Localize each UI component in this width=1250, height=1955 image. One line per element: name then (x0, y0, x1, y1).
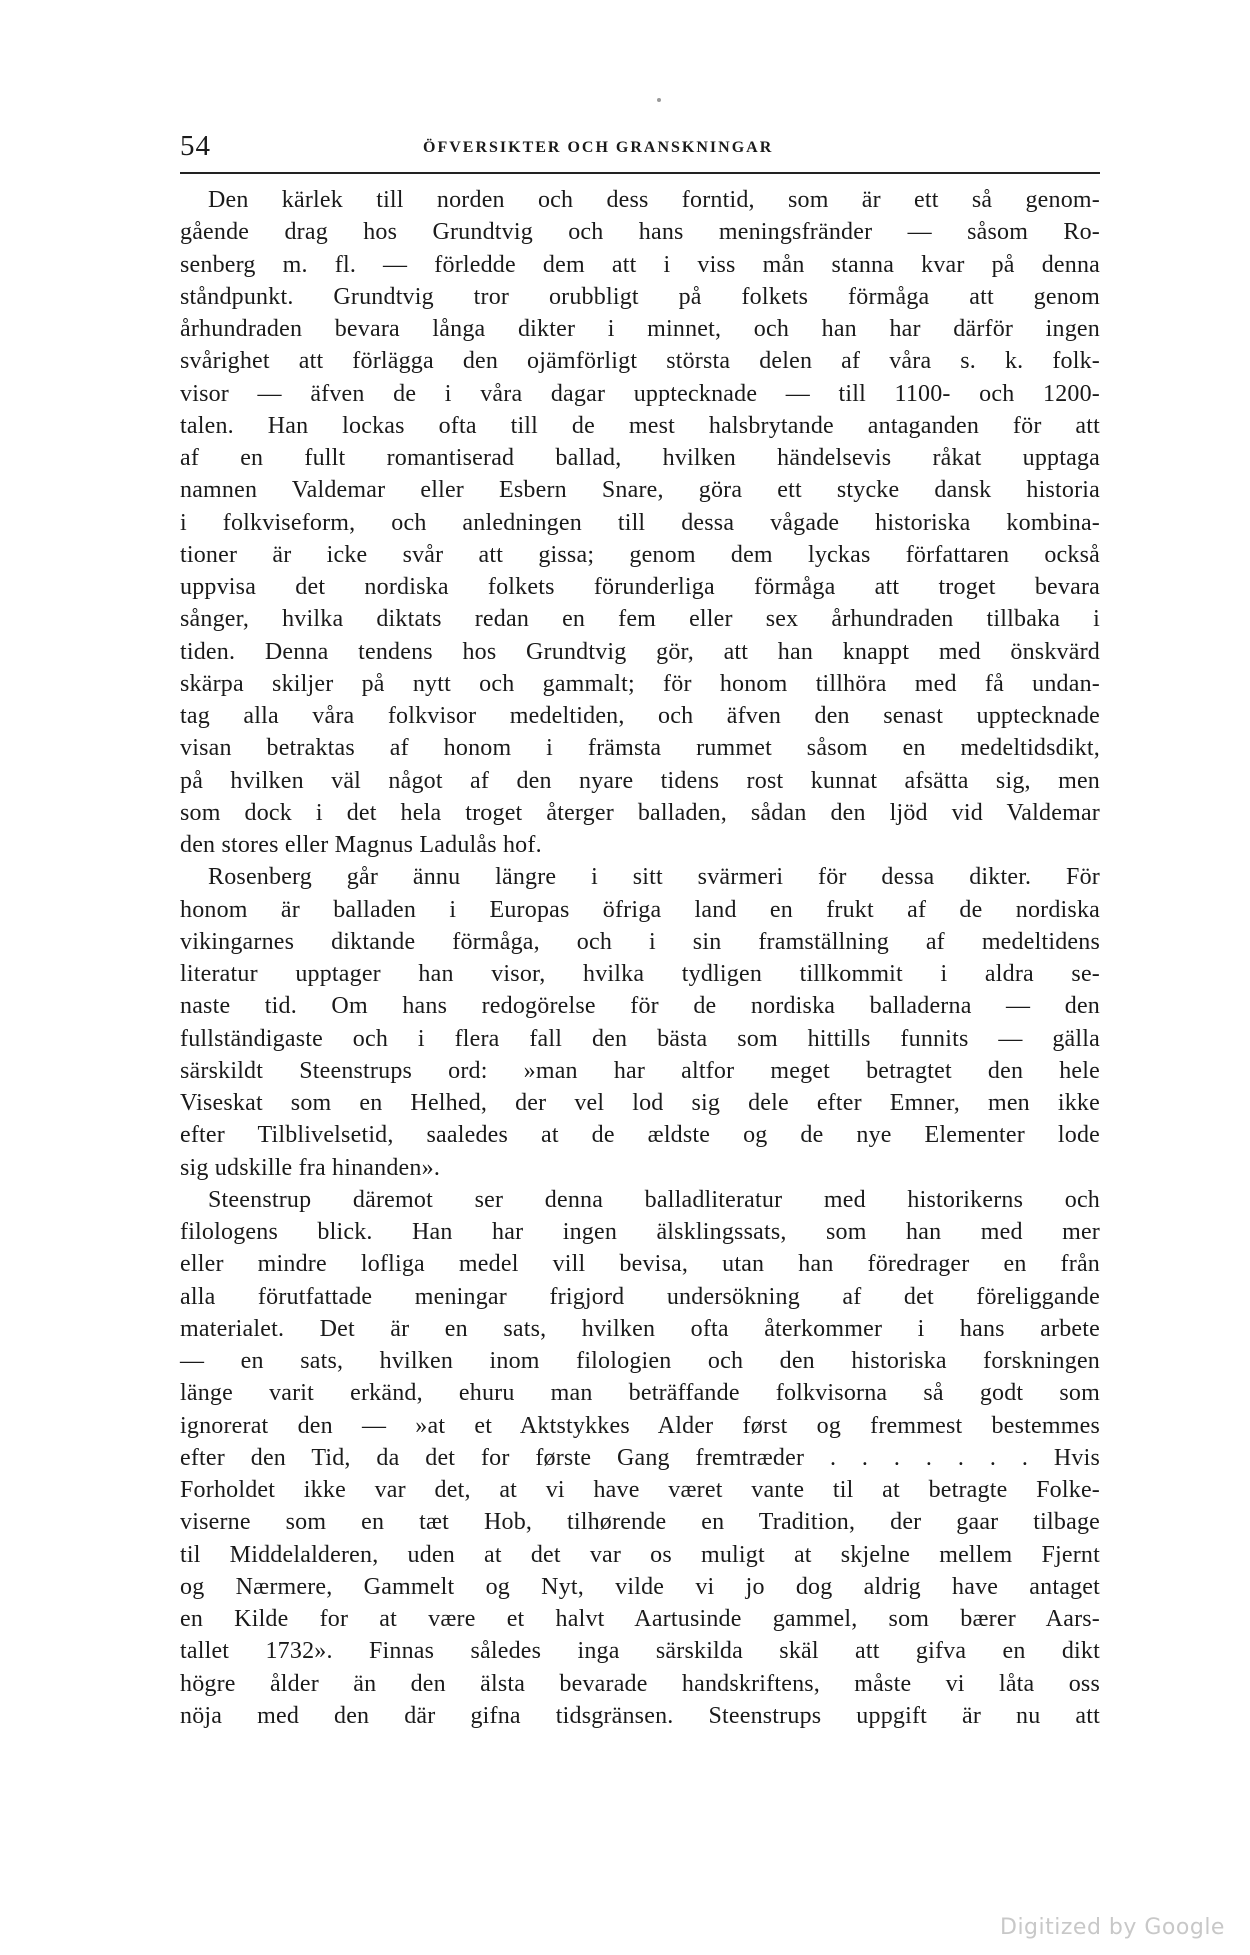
text-line: i folkviseform, och anledningen till dessa vågade historiska kombina- (180, 509, 1100, 536)
text-line: nöja med den där gifna tidsgränsen. Steenstrups uppgift är nu att (180, 1702, 1100, 1729)
text-line: tioner är icke svår att gissa; genom dem lyckas författaren också (180, 541, 1100, 568)
text-line: eller mindre lofliga medel vill bevisa, utan han föredrager en från (180, 1251, 1100, 1278)
text-line: filologens blick. Han har ingen älsklingssats, som han med mer (180, 1219, 1100, 1245)
text-line: materialet. Det är en sats, hvilken ofta återkommer i hans arbete (180, 1315, 1100, 1342)
text-line: Viseskat som en Helhed, der vel lod sig dele efter Emner, men ikke (180, 1090, 1100, 1116)
text-line: Steenstrup däremot ser denna balladliteratur med historikerns och (208, 1186, 1100, 1213)
text-line: Rosenberg går ännu längre i sitt svärmeri för dessa dikter. För (208, 864, 1100, 891)
text-line: sånger, hvilka diktats redan en fem eller sex århundraden tillbaka i (180, 606, 1100, 633)
text-line: — en sats, hvilken inom filologien och den historiska forskningen (180, 1348, 1100, 1374)
text-line: og Nærmere, Gammelt og Nyt, vilde vi jo dog aldrig have antaget (180, 1573, 1100, 1600)
text-line: talen. Han lockas ofta till de mest halsbrytande antaganden för att (180, 412, 1100, 439)
text-line: skärpa skiljer på nytt och gammalt; för honom tillhöra med få undan- (180, 670, 1100, 697)
text-line: tallet 1732». Finnas således inga särskilda skäl att gifva en dikt (180, 1638, 1100, 1665)
text-line: ignorerat den — »at et Aktstykkes Alder først og fremmest bestemmes (180, 1412, 1100, 1439)
digitization-watermark: Digitized by Google (1000, 1915, 1225, 1940)
print-speck (657, 98, 661, 102)
header-rule (180, 172, 1100, 174)
text-line: Forholdet ikke var det, at vi have været vante til at betragte Folke- (180, 1477, 1100, 1503)
text-line: tag alla våra folkvisor medeltiden, och äfven den senast upptecknade (180, 703, 1100, 729)
text-line: vikingarnes diktande förmåga, och i sin framställning af medeltidens (180, 928, 1100, 955)
text-line: Den kärlek till norden och dess forntid, som är ett så genom- (208, 187, 1100, 213)
text-line: som dock i det hela troget återger balladen, sådan den ljöd vid Valdemar (180, 799, 1100, 826)
text-line: til Middelalderen, uden at det var os muligt at skjelne mellem Fjernt (180, 1541, 1100, 1568)
text-line: länge varit erkänd, ehuru man beträffande folkvisorna så godt som (180, 1380, 1100, 1407)
text-line: högre ålder än den älsta bevarade handskriftens, måste vi låta oss (180, 1670, 1100, 1697)
body-text (180, 184, 1100, 1732)
text-line: svårighet att förlägga den ojämförligt största delen af våra s. k. folk- (180, 348, 1100, 375)
text-line: den stores eller Magnus Ladulås hof. (180, 832, 542, 858)
text-line: visan betraktas af honom i främsta rummet såsom en medeltidsdikt, (180, 735, 1100, 762)
page-number: 54 (180, 130, 211, 162)
text-line: särskildt Steenstrups ord: »man har altfor meget betragtet den hele (180, 1057, 1100, 1084)
text-line: ståndpunkt. Grundtvig tror orubbligt på folkets förmåga att genom (180, 283, 1100, 310)
text-line: sig udskille fra hinanden». (180, 1154, 441, 1181)
page-header (180, 130, 1100, 170)
text-line: honom är balladen i Europas öfriga land en frukt af de nordiska (180, 896, 1100, 923)
text-line: fullständigaste och i flera fall den bästa som hittills funnits — gälla (180, 1025, 1100, 1052)
text-line: visor — äfven de i våra dagar upptecknade — till 1100- och 1200- (180, 380, 1100, 407)
text-line: literatur upptager han visor, hvilka tydligen tillkommit i aldra se- (180, 961, 1100, 987)
text-line: af en fullt romantiserad ballad, hvilken händelsevis råkat upptaga (180, 445, 1100, 471)
running-head: ÖFVERSIKTER OCH GRANSKNINGAR (423, 139, 774, 156)
text-line: uppvisa det nordiska folkets förunderliga förmåga att troget bevara (180, 574, 1100, 600)
text-line: på hvilken väl något af den nyare tidens rost kunnat afsätta sig, men (180, 767, 1100, 794)
text-line: efter den Tid, da det for første Gang fremtræder . . . . . . . Hvis (180, 1444, 1100, 1471)
text-line: efter Tilblivelsetid, saaledes at de ældste og de nye Elementer lode (180, 1122, 1100, 1149)
text-line: viserne som en tæt Hob, tilhørende en Tradition, der gaar tilbage (180, 1509, 1100, 1536)
text-line: århundraden bevara långa dikter i minnet, och han har därför ingen (180, 316, 1100, 342)
text-line: naste tid. Om hans redogörelse för de nordiska balladerna — den (180, 993, 1100, 1020)
text-line: senberg m. fl. — förledde dem att i viss mån stanna kvar på denna (180, 251, 1100, 278)
text-line: alla förutfattade meningar frigjord undersökning af det föreliggande (180, 1283, 1100, 1310)
text-line: en Kilde for at være et halvt Aartusinde gammel, som bærer Aars- (180, 1606, 1100, 1632)
text-line: gående drag hos Grundtvig och hans meningsfränder — såsom Ro- (180, 219, 1100, 246)
text-line: namnen Valdemar eller Esbern Snare, göra ett stycke dansk historia (180, 477, 1100, 504)
text-line: tiden. Denna tendens hos Grundtvig gör, att han knappt med önskvärd (180, 638, 1100, 665)
